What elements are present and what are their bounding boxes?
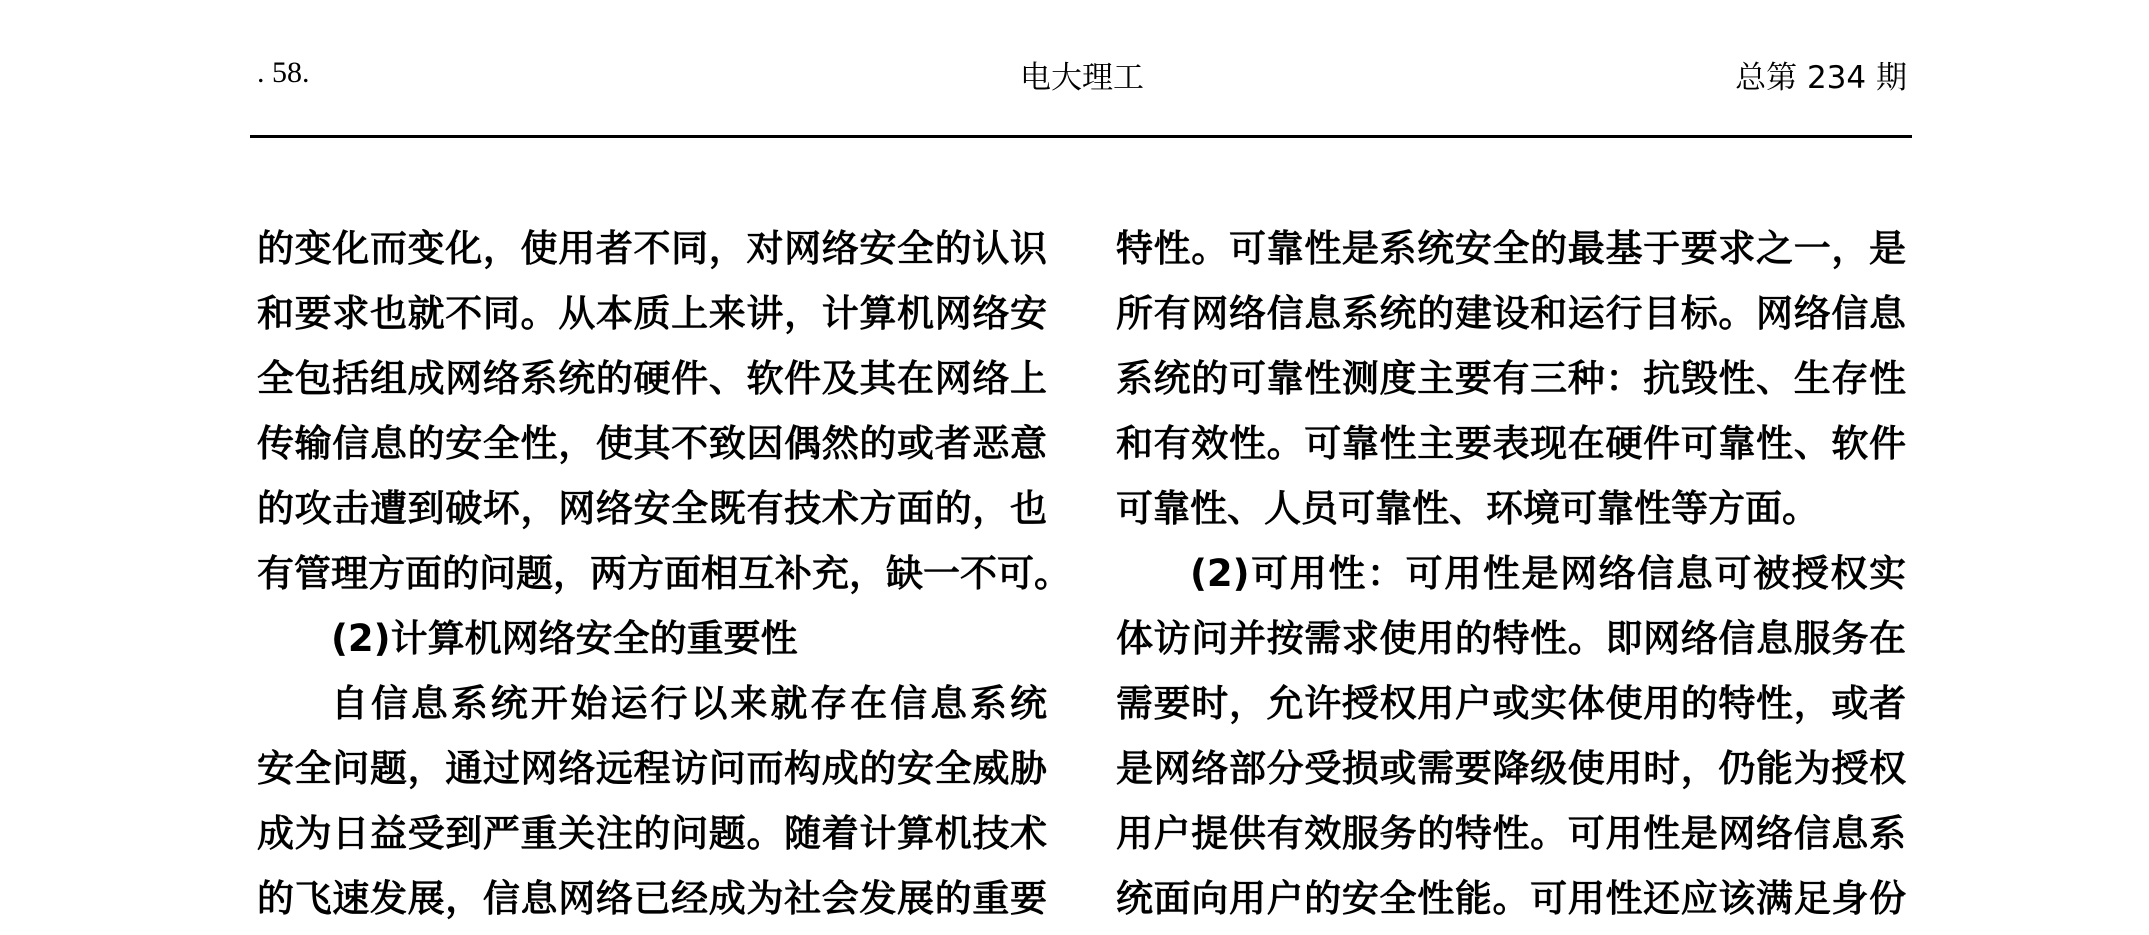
left-column <box>257 220 1071 935</box>
text-line: 全包括组成网络系统的硬件、软件及其在网络上 <box>257 357 1047 400</box>
header-rule <box>250 135 1912 138</box>
text-line: 可靠性、人员可靠性、环境可靠性等方面。 <box>1116 487 1819 530</box>
text-line: 的攻击遭到破坏，网络安全既有技术方面的，也 <box>257 487 1047 530</box>
issue-number: 总第 234 期 <box>1735 60 1907 96</box>
text-line: 安全问题，通过网络远程访问而构成的安全威胁 <box>257 747 1047 790</box>
text-line: 和要求也就不同。从本质上来讲，计算机网络安 <box>257 292 1047 335</box>
text-line: 的飞速发展，信息网络已经成为社会发展的重要 <box>257 877 1047 920</box>
text-line: 有管理方面的问题，两方面相互补充，缺一不可。 <box>257 552 1071 595</box>
text-line: 的变化而变化，使用者不同，对网络安全的认识 <box>257 227 1047 270</box>
text-line: 传输信息的安全性，使其不致因偶然的或者恶意 <box>257 422 1047 465</box>
text-line: 统面向用户的安全性能。可用性还应该满足身份 <box>1116 877 1906 920</box>
text-line: 特性。可靠性是系统安全的最基于要求之一，是 <box>1116 227 1906 270</box>
section-heading: (2)计算机网络安全的重要性 <box>331 617 798 660</box>
right-column <box>1116 220 1906 935</box>
text-line: 和有效性。可靠性主要表现在硬件可靠性、软件 <box>1116 422 1906 465</box>
text-line: 是网络部分受损或需要降级使用时，仍能为授权 <box>1116 747 1906 790</box>
page-number: . 58. <box>257 56 310 89</box>
text-line: 自信息系统开始运行以来就存在信息系统 <box>331 682 1047 725</box>
text-line: 需要时，允许授权用户或实体使用的特性，或者 <box>1116 682 1906 725</box>
text-line: 用户提供有效服务的特性。可用性是网络信息系 <box>1116 812 1906 855</box>
page-header <box>257 52 1907 102</box>
journal-title: 电大理工 <box>1020 60 1144 96</box>
text-line: 成为日益受到严重关注的问题。随着计算机技术 <box>257 812 1047 855</box>
text-line: 系统的可靠性测度主要有三种：抗毁性、生存性 <box>1116 357 1906 400</box>
text-line: (2)可用性：可用性是网络信息可被授权实 <box>1190 552 1906 595</box>
text-line: 体访问并按需求使用的特性。即网络信息服务在 <box>1116 617 1906 660</box>
text-line: 所有网络信息系统的建设和运行目标。网络信息 <box>1116 292 1906 335</box>
